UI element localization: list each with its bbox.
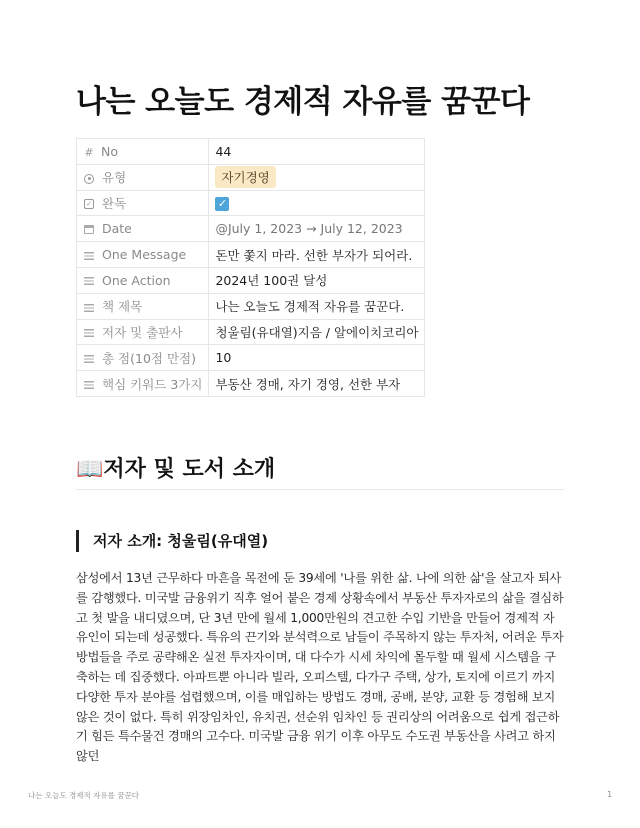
property-key: One Message (102, 247, 187, 263)
property-row[interactable] (77, 164, 425, 190)
property-value[interactable]: 부동산 경매, 자기 경영, 선한 부자 (209, 371, 425, 397)
property-row[interactable] (77, 345, 425, 371)
footer-title: 나는 오늘도 경제적 자유를 꿈꾼다 (28, 791, 139, 800)
property-row[interactable] (77, 190, 425, 216)
section-heading (76, 452, 275, 483)
text-icon (84, 355, 94, 363)
text-icon (84, 277, 94, 285)
property-row[interactable] (77, 293, 425, 319)
date-value[interactable]: @July 1, 2023 → July 12, 2023 (209, 216, 425, 242)
properties-table (76, 138, 425, 397)
page-number: 1 (607, 790, 612, 799)
property-value[interactable]: 2024년 100권 달성 (209, 267, 425, 293)
text-icon (84, 329, 94, 337)
page-title: 나는 오늘도 경제적 자유를 꿈꾼다 (76, 84, 530, 120)
property-key: 저자 및 출판사 (102, 324, 183, 340)
property-value[interactable]: 나는 오늘도 경제적 자유를 꿈꾼다. (209, 293, 425, 319)
calendar-icon (84, 225, 94, 234)
property-key: Date (102, 221, 132, 237)
property-key: 유형 (102, 170, 127, 186)
property-value[interactable]: 돈만 쫓지 마라. 선한 부자가 되어라. (209, 242, 425, 268)
completed-checkbox[interactable]: ✓ (215, 197, 229, 211)
heading-divider (76, 489, 564, 490)
property-row[interactable] (77, 267, 425, 293)
property-row[interactable] (77, 139, 425, 165)
text-icon (84, 381, 94, 389)
checkbox-icon: ✓ (84, 199, 94, 209)
property-value[interactable]: 10 (209, 345, 425, 371)
book-icon: 📖 (76, 457, 104, 482)
property-row[interactable] (77, 216, 425, 242)
property-key: 책 제목 (102, 299, 143, 315)
property-key: One Action (102, 272, 171, 288)
property-key: 완독 (102, 195, 127, 211)
text-icon (84, 304, 94, 312)
property-value[interactable]: 44 (209, 139, 425, 165)
hash-icon: # (84, 145, 94, 159)
property-key: 핵심 키워드 3가지 (102, 376, 203, 392)
select-icon (84, 174, 94, 184)
author-intro-paragraph: 삼성에서 13년 근무하다 마흔을 목전에 둔 39세에 '나를 위한 삶. 나에 의한 삶'을 살고자 퇴사를 감행했다. 미국발 금융위기 직후 얼어 붙은 경제 상황속에서 부동산 투자자로의 삶을 결심하고 첫 발을 내디뎠으며, 단 3년 만에 월세 1,000만원의 견고한 수입 기반을 만들어 경제적 자유인이 되는데 성공했다. 특유의 끈기와 분석력으로 남들이 주목하지 않는 투자처, 어려운 투자방법들을 주로 공략해온 실전 투자자이며, 대 다수가 시세 차익에 몰두할 때 월세 시스템을 구축하는 데 집중했다. 아파트뿐 아니라 빌라, 오피스텔, 다가구 주택, 상가, 토지에 이르기 까지 다양한 투자 분야를 섭렵했으며, 이를 매입하는 방법도 경매, 공배, 분양, 교환 등 경험해 보지 않은 것이 없다. 특히 위장임차인, 유치권, 선순위 임차인 등 권리상의 어려움으로 쉽게 접근하기 힘든 특수물건 경매의 고수다. 미국발 금융 위기 이후 아무도 수도권 부동산을 사려고 하지 않던 (76, 571, 564, 764)
property-key: No (101, 143, 118, 159)
property-value[interactable]: 청울림(유대열)지음 / 알에이치코리아 (209, 319, 425, 345)
property-key: 총 점(10점 만점) (102, 350, 196, 366)
text-icon (84, 252, 94, 260)
property-row[interactable] (77, 371, 425, 397)
property-row[interactable] (77, 319, 425, 345)
property-row[interactable] (77, 242, 425, 268)
type-tag[interactable]: 자기경영 (215, 166, 275, 188)
author-quote-block: 저자 소개: 청울림(유대열) (76, 530, 268, 552)
section-heading-text: 저자 및 도서 소개 (103, 457, 276, 482)
